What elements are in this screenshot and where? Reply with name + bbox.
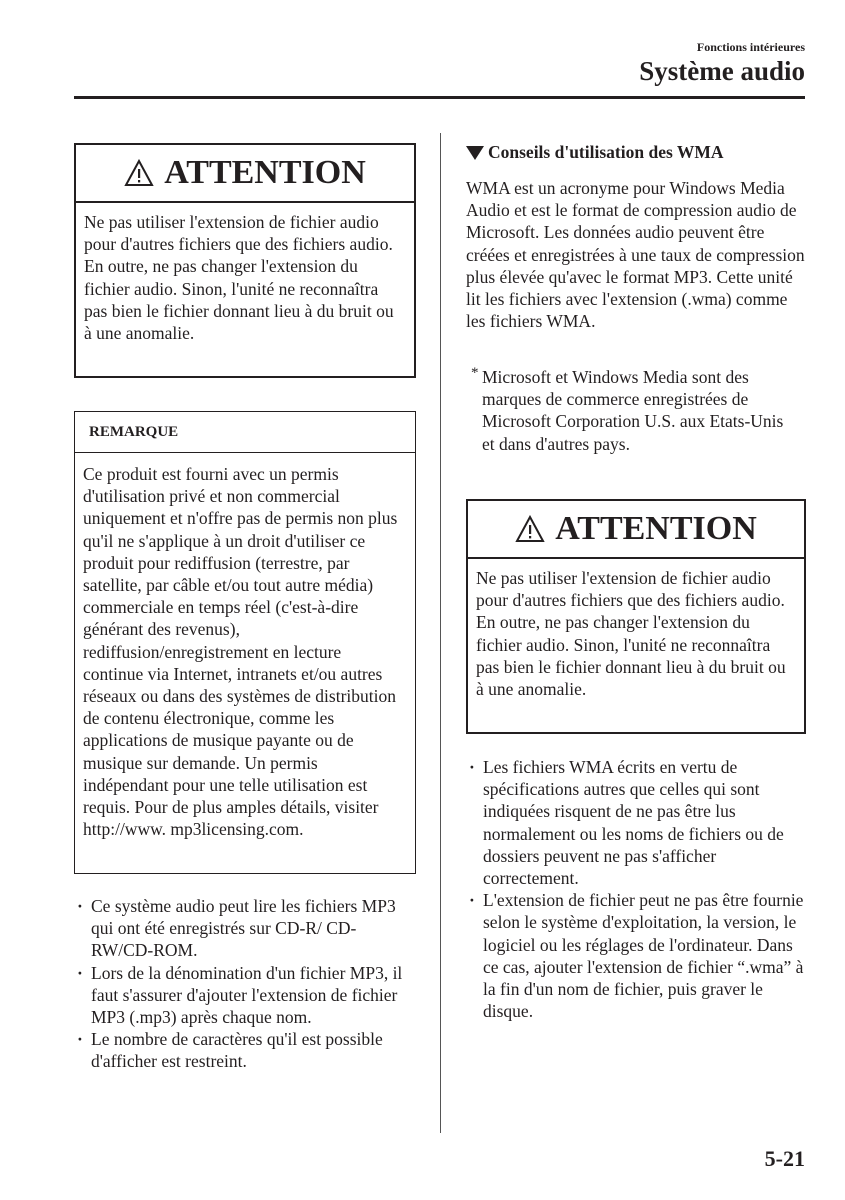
page-number: 5-21	[764, 1146, 805, 1171]
remarque-heading: REMARQUE	[75, 412, 415, 453]
wma-section-heading	[466, 142, 723, 163]
attention-header	[76, 145, 414, 203]
list-item: · Le nombre de caractères qu'il est possible d'afficher est restreint.	[74, 1028, 414, 1072]
attention-box-left	[74, 143, 416, 378]
attention-header	[468, 501, 804, 559]
attention-body: Ne pas utiliser l'extension de fichier audio pour d'autres fichiers que des fichiers audio. En outre, ne pas changer l'extension du fichier audio. Sinon, l'unité ne reconnaîtra pas bien le fichier donnant lieu à du bruit ou à une anomalie.	[84, 212, 394, 344]
remarque-box	[74, 411, 416, 874]
wma-heading-text: Conseils d'utilisation des WMA	[488, 142, 724, 162]
wma-paragraph: WMA est un acronyme pour Windows Media Audio et est le format de compression audio de Microsoft. Les données audio peuvent être créées et enregistrées à une taux de compression plus élevée qu'avec le format MP3. Cette unité lit les fichiers avec l'extension (.wma) comme les fichiers WMA.	[466, 178, 805, 332]
wma-footnote	[471, 365, 800, 455]
footnote-mark: *	[471, 365, 479, 381]
left-bullet-list	[74, 895, 414, 1073]
right-bullet-list	[466, 756, 806, 1022]
attention-box-right	[466, 499, 806, 734]
column-divider	[440, 133, 441, 1133]
page-title: Système audio	[639, 56, 805, 86]
list-item: · Les fichiers WMA écrits en vertu de spécifications autres que celles qui sont indiquées risquent de ne pas être lus normalement ou les noms de fichiers ou de dossiers peuvent ne pas s'afficher correctement.	[466, 756, 806, 889]
list-item: · Lors de la dénomination d'un fichier MP3, il faut s'assurer d'ajouter l'extension de fichier MP3 (.mp3) après chaque nom.	[74, 962, 414, 1029]
list-item: · Ce système audio peut lire les fichiers MP3 qui ont été enregistrés sur CD-R/ CD-RW/CD-ROM.	[74, 895, 414, 962]
header-rule	[74, 96, 805, 99]
header-section-label: Fonctions intérieures	[696, 40, 805, 54]
footnote-text: Microsoft et Windows Media sont des marques de commerce enregistrées de Microsoft Corporation U.S. aux Etats-Unis et dans d'autres pays.	[482, 367, 784, 454]
attention-heading: ATTENTION	[555, 510, 757, 547]
attention-heading: ATTENTION	[164, 154, 366, 191]
remarque-body: Ce produit est fourni avec un permis d'utilisation privé et non commercial uniquement et n'offre pas de permis non plus qu'il ne s'applique à un droit d'utiliser ce produit pour rediffusion (terrestre, par satellite, par câble et/ou tout autre média) commerciale en temps réel (c'est-à-dire générant des revenus), rediffusion/enregistrement en lecture continue via Internet, intranets et/ou autres réseaux ou dans des systèmes de distribution de contenu électronique, comme les applications de musique payante ou de musique sur demande. Un permis indépendant pour une telle utilisation est requis. Pour de plus amples détails, visiter http://www. mp3licensing.com.	[83, 464, 398, 840]
list-item: · L'extension de fichier peut ne pas être fournie selon le système d'exploitation, la version, le logiciel ou les réglages de l'ordinateur. Dans ce cas, ajouter l'extension de fichier “.wma” à la fin d'un nom de fichier, puis graver le disque.	[466, 889, 806, 1022]
attention-body: Ne pas utiliser l'extension de fichier audio pour d'autres fichiers que des fichiers audio. En outre, ne pas changer l'extension du fichier audio. Sinon, l'unité ne reconnaîtra pas bien le fichier donnant lieu à du bruit ou à une anomalie.	[476, 568, 786, 700]
triangle-down-icon	[466, 146, 484, 160]
warning-icon	[124, 159, 154, 187]
warning-icon	[515, 515, 545, 543]
